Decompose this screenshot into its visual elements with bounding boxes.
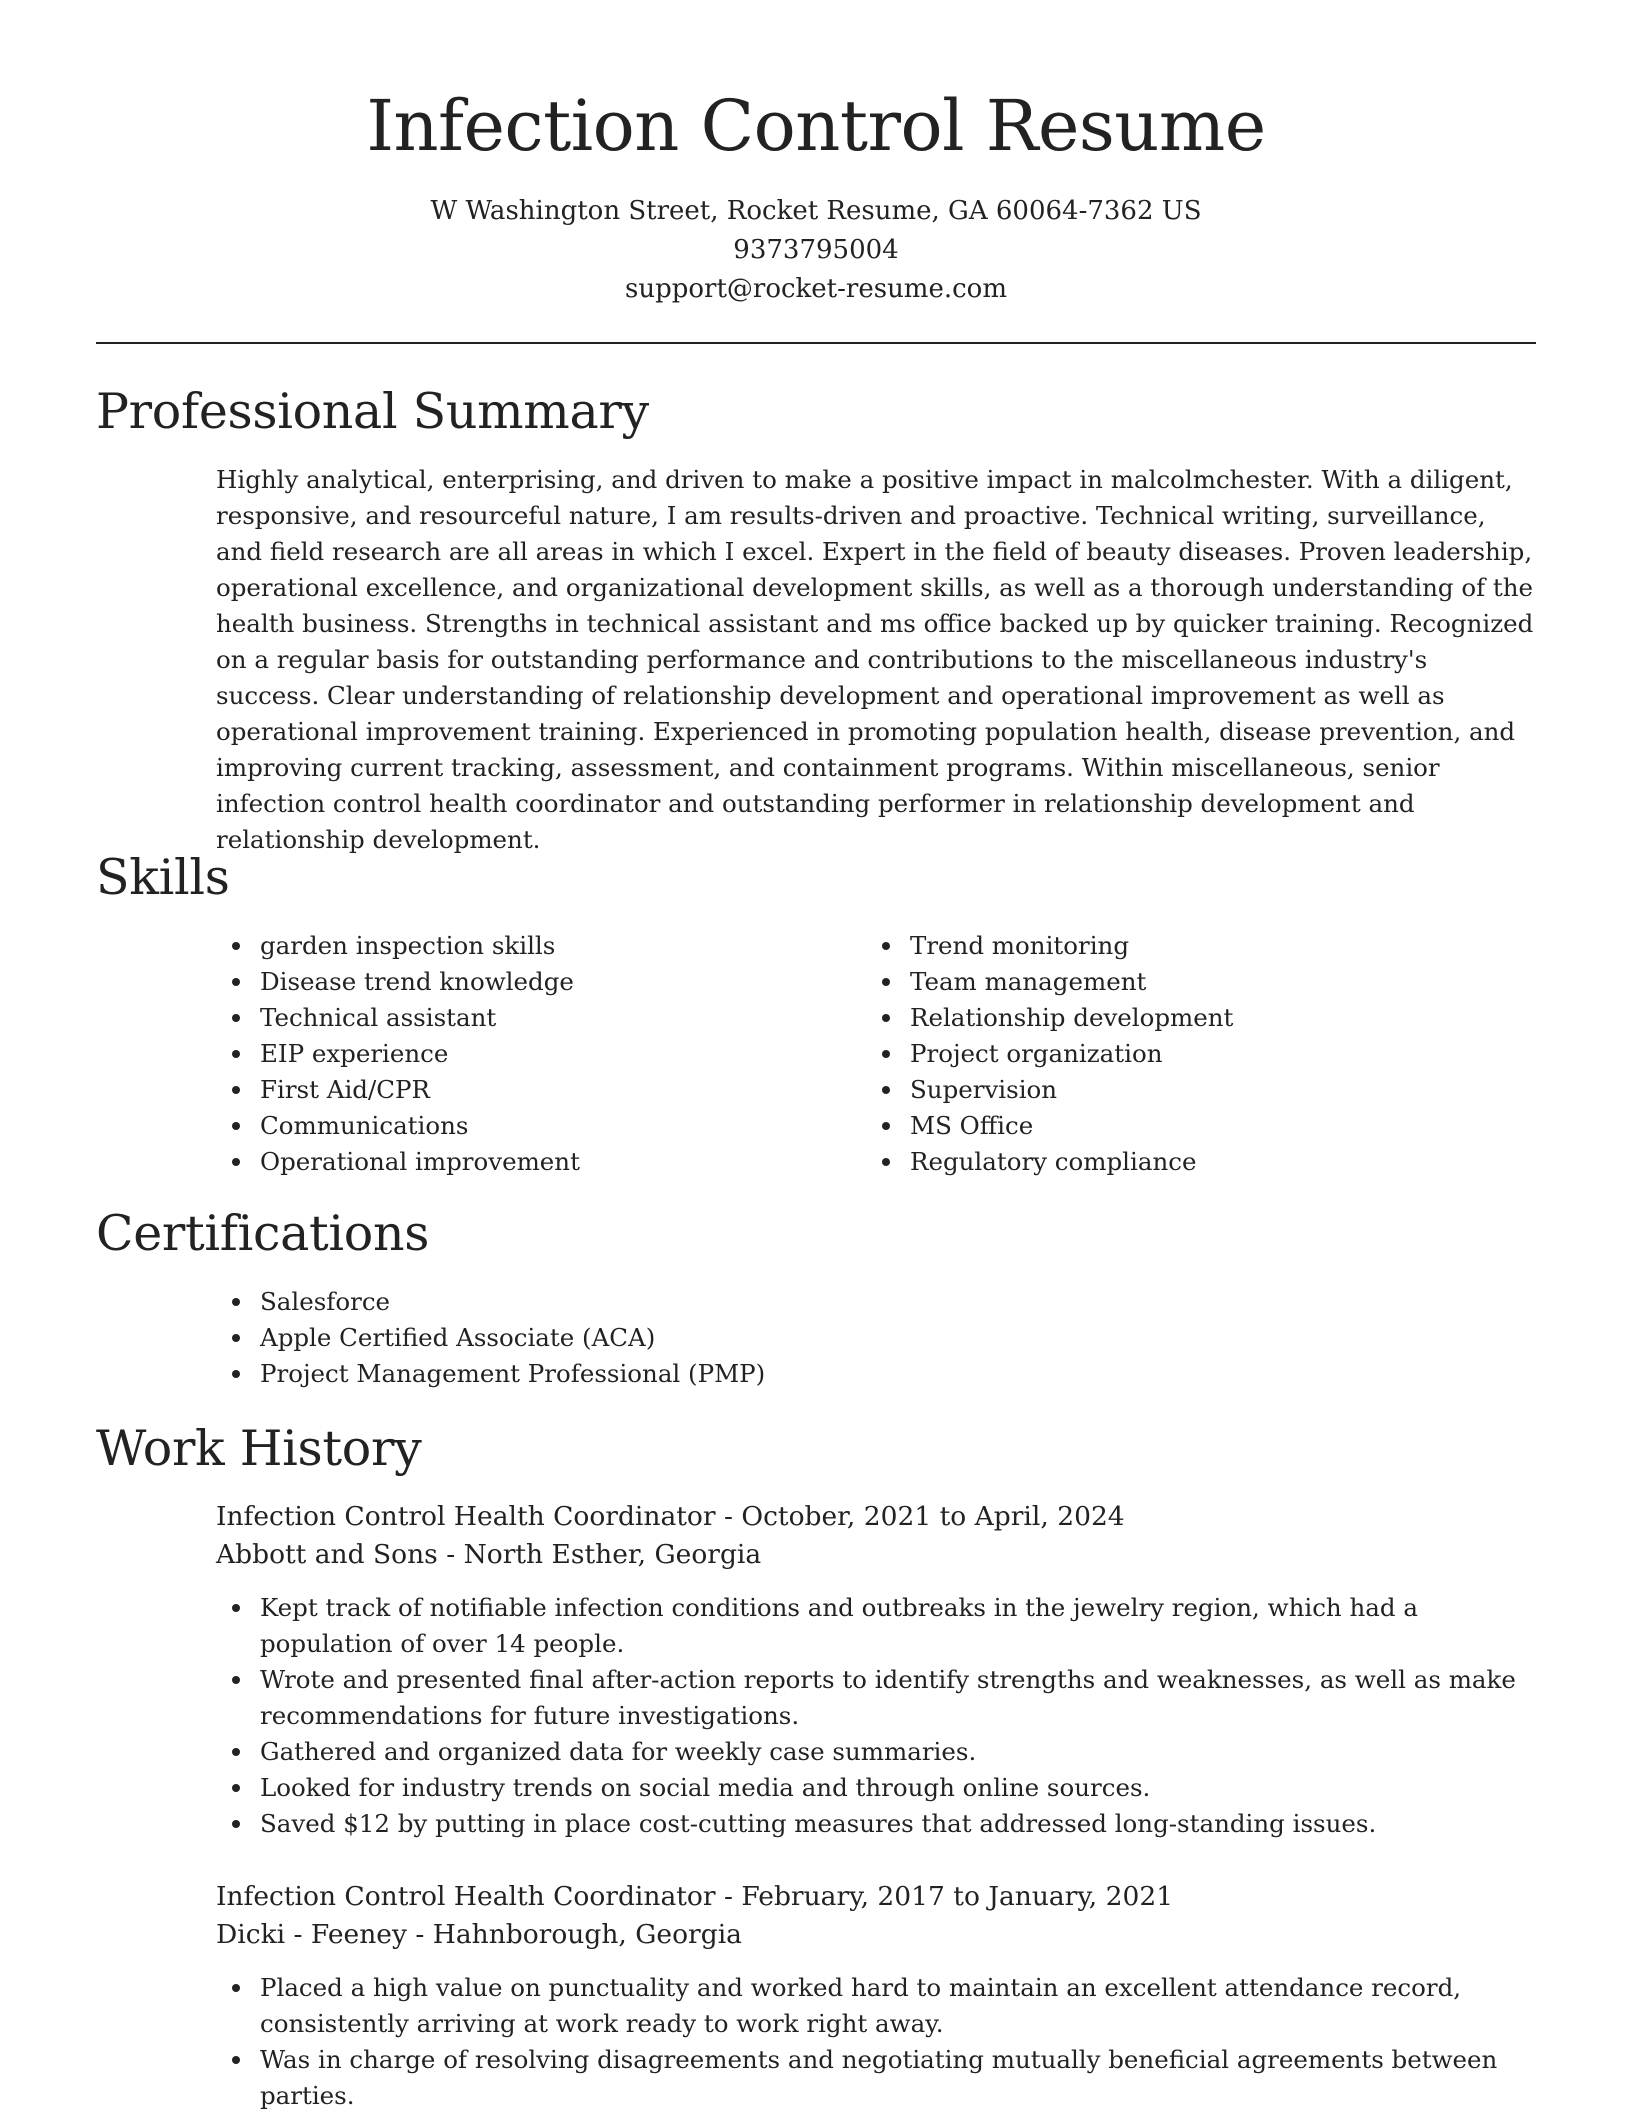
- skills-list-right: [866, 928, 1486, 1180]
- job-bullets: [216, 1970, 1536, 2114]
- skill-item: Project organization: [866, 1036, 1486, 1072]
- certification-item: Project Management Professional (PMP): [216, 1356, 1536, 1392]
- job-bullet: Was in charge of resolving disagreements and negotiating mutually beneficial agreements between parties.: [216, 2042, 1536, 2114]
- job-company: Dicki - Feeney: [216, 1919, 407, 1950]
- certification-item: Apple Certified Associate (ACA): [216, 1320, 1536, 1356]
- skill-item: Relationship development: [866, 1000, 1486, 1036]
- job-bullet: Wrote and presented final after-action reports to identify strengths and weaknesses, as well as make recommendations for future investigations.: [216, 1662, 1536, 1734]
- header-divider: [96, 342, 1536, 344]
- job-bullet: Kept track of notifiable infection conditions and outbreaks in the jewelry region, which had a population of over 14 people.: [216, 1590, 1536, 1662]
- job-location: - North Esther, Georgia: [437, 1539, 762, 1570]
- skill-item: Team management: [866, 964, 1486, 1000]
- job-company-line: [216, 1536, 1536, 1574]
- job-location: - Hahnborough, Georgia: [406, 1919, 742, 1950]
- skill-item: Supervision: [866, 1072, 1486, 1108]
- job-company-line: [216, 1916, 1536, 1954]
- job-company: Abbott and Sons: [216, 1539, 438, 1570]
- contact-info: [96, 192, 1536, 309]
- skill-item: Technical assistant: [216, 1000, 836, 1036]
- resume-title: Infection Control Resume: [366, 85, 1266, 167]
- job-bullet: Saved $12 by putting in place cost-cutting measures that addressed long-standing issues.: [216, 1806, 1536, 1842]
- job-title-line: [216, 1878, 1536, 1916]
- skill-item: Regulatory compliance: [866, 1144, 1486, 1180]
- job-dates: - February, 2017 to January, 2021: [715, 1881, 1174, 1912]
- section-title-certifications: Certifications: [96, 1205, 430, 1262]
- job-title: Infection Control Health Coordinator: [216, 1501, 716, 1532]
- job-bullet: Looked for industry trends on social media and through online sources.: [216, 1770, 1536, 1806]
- skill-item: garden inspection skills: [216, 928, 836, 964]
- section-title-summary: Professional Summary: [96, 383, 649, 440]
- resume-header: [96, 80, 1536, 309]
- job-entry: [216, 1878, 1536, 2114]
- section-title-skills: Skills: [96, 849, 230, 906]
- skill-item: First Aid/CPR: [216, 1072, 836, 1108]
- job-dates: - October, 2021 to April, 2024: [715, 1501, 1125, 1532]
- section-title-work-history: Work History: [96, 1420, 422, 1477]
- job-title-line: [216, 1498, 1536, 1536]
- job-entry: [216, 1498, 1536, 1842]
- job-title: Infection Control Health Coordinator: [216, 1881, 716, 1912]
- summary-paragraph: Highly analytical, enterprising, and driven to make a positive impact in malcolmchester. With a diligent, responsive, and resourceful nature, I am results-driven and proactive. Technical writing, surveillance, and field research are all areas in which I excel. Expert in the field of beauty diseases. Proven leadership, operational excellence, and organizational development skills, as well as a thorough understanding of the health business. Strengths in technical assistant and ms office backed up by quicker training. Recognized on a regular basis for outstanding performance and contributions to the miscellaneous industry's success. Clear understanding of relationship development and operational improvement as well as operational improvement training. Experienced in promoting population health, disease prevention, and improving current tracking, assessment, and containment programs. Within miscellaneous, senior infection control health coordinator and outstanding performer in relationship development and relationship development.: [216, 465, 1534, 854]
- address-text: W Washington Street, Rocket Resume, GA 60064-7362 US: [430, 196, 1202, 226]
- skill-item: Communications: [216, 1108, 836, 1144]
- skills-list-left: [216, 928, 836, 1180]
- job-bullet: Gathered and organized data for weekly case summaries.: [216, 1734, 1536, 1770]
- skill-item: EIP experience: [216, 1036, 836, 1072]
- certifications-list: [216, 1284, 1536, 1392]
- skill-item: Disease trend knowledge: [216, 964, 836, 1000]
- skill-item: Operational improvement: [216, 1144, 836, 1180]
- skill-item: MS Office: [866, 1108, 1486, 1144]
- job-bullet: Placed a high value on punctuality and worked hard to maintain an excellent attendance record, consistently arriving at work ready to work right away.: [216, 1970, 1536, 2042]
- job-bullets: [216, 1590, 1536, 1842]
- certification-item: Salesforce: [216, 1284, 1536, 1320]
- email-text: support@rocket-resume.com: [624, 274, 1007, 304]
- phone-text: 9373795004: [733, 235, 899, 265]
- skill-item: Trend monitoring: [866, 928, 1486, 964]
